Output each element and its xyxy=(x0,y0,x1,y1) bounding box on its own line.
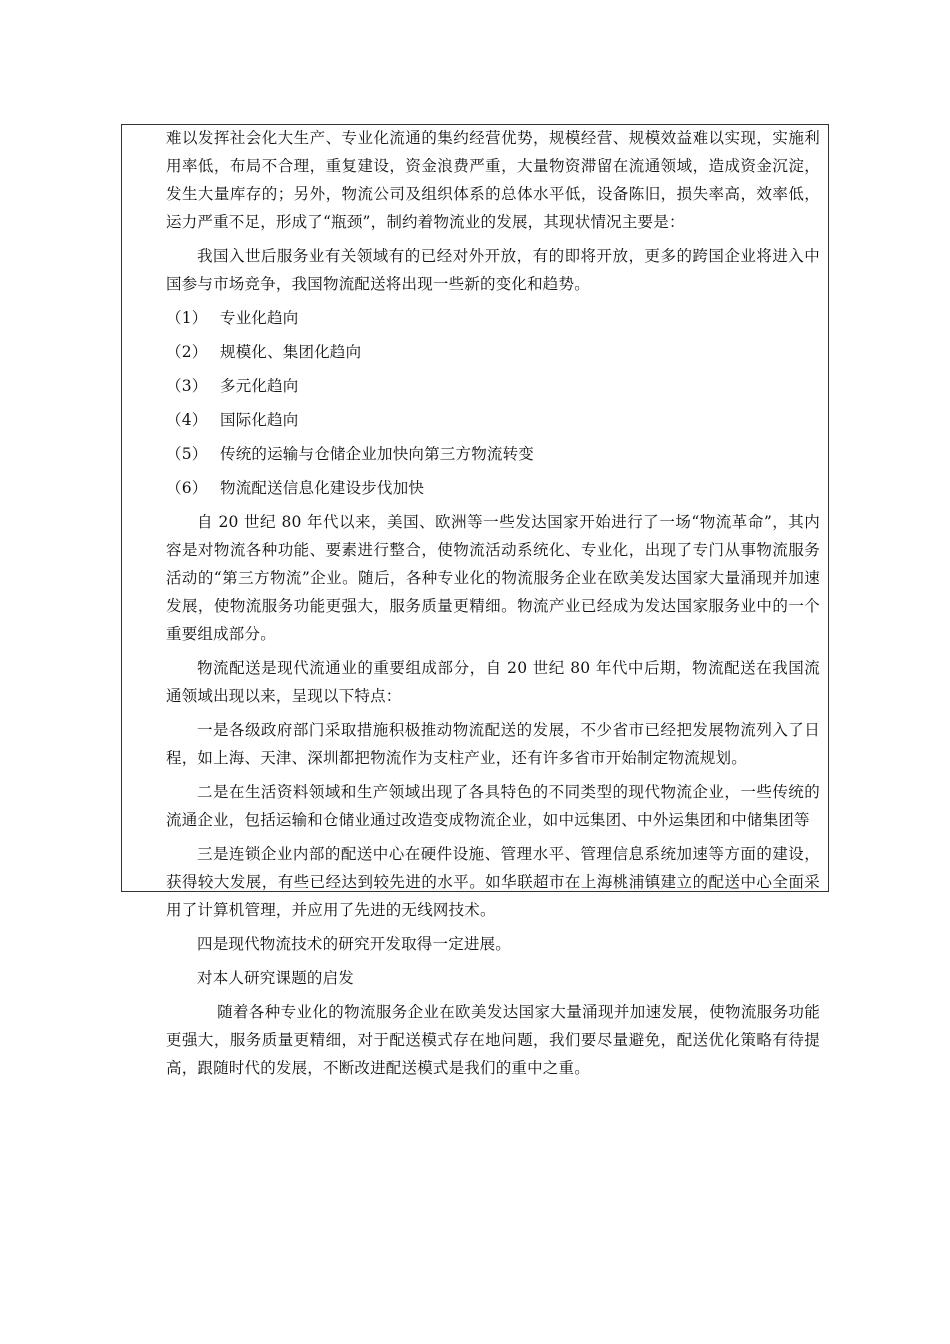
list-item xyxy=(166,338,820,366)
list-item xyxy=(166,474,820,502)
list-item-number: （2） xyxy=(166,343,208,361)
paragraph-feature-two: 二是在生活资料领域和生产领域出现了各具特色的不同类型的现代物流企业，一些传统的流通企业，包括运输和仓储业通过改造变成物流企业，如中远集团、中外运集团和中储集团等 xyxy=(166,783,820,829)
paragraph-feature-four: 四是现代物流技术的研究开发取得一定进展。 xyxy=(197,935,512,953)
paragraph-feature-one: 一是各级政府部门采取措施积极推动物流配送的发展，不少省市已经把发展物流列入了日程，如上海、天津、深圳都把物流作为支柱产业，还有许多省市开始制定物流规划。 xyxy=(166,721,820,767)
list-item xyxy=(166,372,820,400)
paragraph-feature-three: 三是连锁企业内部的配送中心在硬件设施、管理水平、管理信息系统加速等方面的建设，获得较大发展，有些已经达到较先进的水平。如华联超市在上海桃浦镇建立的配送中心全面采用了计算机管理，并应用了先进的无线网技术。 xyxy=(166,845,820,919)
list-item-number: （5） xyxy=(166,445,208,463)
list-item-text: 专业化趋向 xyxy=(220,309,299,327)
document-body xyxy=(166,124,820,1082)
list-item-text: 传统的运输与仓储企业加快向第三方物流转变 xyxy=(220,445,535,463)
paragraph-inspiration: 随着各种专业化的物流服务企业在欧美发达国家大量涌现并加速发展，使物流服务功能更强大，服务质量更精细，对于配送模式存在地问题，我们要尽量避免，配送优化策略有待提高，跟随时代的发展，不断改进配送模式是我们的重中之重。 xyxy=(166,1003,820,1077)
list-item-text: 多元化趋向 xyxy=(220,377,299,395)
list-item-number: （4） xyxy=(166,411,208,429)
list-item-text: 物流配送信息化建设步伐加快 xyxy=(220,479,425,497)
list-item-text: 规模化、集团化趋向 xyxy=(220,343,362,361)
paragraph-logistics-revolution: 自 20 世纪 80 年代以来，美国、欧洲等一些发达国家开始进行了一场“物流革命”，其内容是对物流各种功能、要素进行整合，使物流活动系统化、专业化，出现了专门从事物流服务活动的“第三方物流”企业。随后，各种专业化的物流服务企业在欧美发达国家大量涌现并加速发展，使物流服务功能更强大，服务质量更精细。物流产业已经成为发达国家服务业中的一个重要组成部分。 xyxy=(166,513,820,643)
list-item-number: （3） xyxy=(166,377,208,395)
list-item xyxy=(166,406,820,434)
paragraph-opening-up: 我国入世后服务业有关领域有的已经对外开放，有的即将开放，更多的跨国企业将进入中国参与市场竞争，我国物流配送将出现一些新的变化和趋势。 xyxy=(166,247,820,293)
paragraph-features-intro: 物流配送是现代流通业的重要组成部分，自 20 世纪 80 年代中后期，物流配送在我国流通领域出现以来，呈现以下特点： xyxy=(166,659,820,705)
list-item-number: （6） xyxy=(166,479,208,497)
list-item-text: 国际化趋向 xyxy=(220,411,299,429)
list-item xyxy=(166,304,820,332)
list-item-number: （1） xyxy=(166,309,208,327)
intro-paragraph: 难以发挥社会化大生产、专业化流通的集约经营优势，规模经营、规模效益难以实现，实施利用率低，布局不合理，重复建设，资金浪费严重，大量物资滞留在流通领域，造成资金沉淀，发生大量库存的；另外，物流公司及组织体系的总体水平低，设备陈旧，损失率高，效率低，运力严重不足，形成了“瓶颈”，制约着物流业的发展，其现状情况主要是： xyxy=(166,129,820,231)
list-item xyxy=(166,440,820,468)
section-heading-inspiration: 对本人研究课题的启发 xyxy=(197,969,355,987)
